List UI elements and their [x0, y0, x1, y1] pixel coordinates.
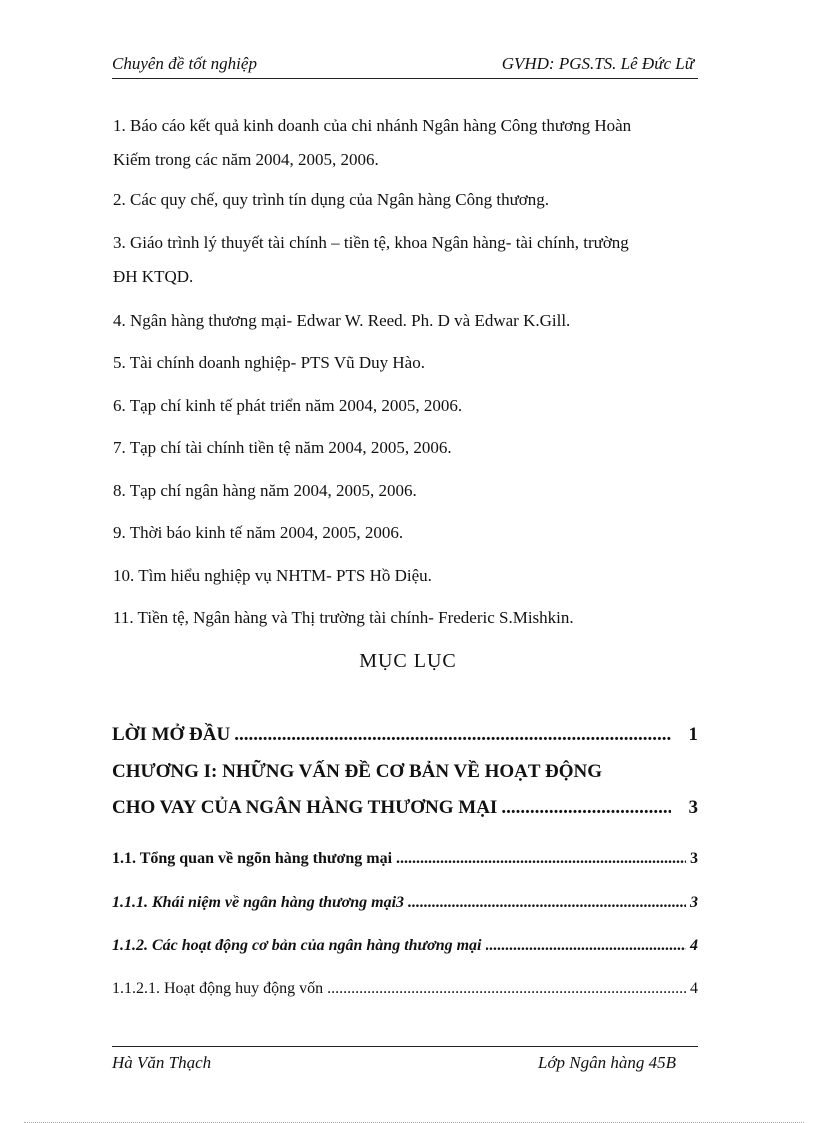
toc-entry-1-1-1[interactable] — [112, 894, 698, 912]
reference-item — [113, 516, 698, 550]
toc-entry-text: 1.1. Tổng quan về ngõn hàng thương mại — [112, 850, 393, 867]
page-footer — [112, 1046, 698, 1077]
toc-chapter-line-1: CHƯƠNG I: NHỮNG VẤN ĐỀ CƠ BẢN VỀ HOẠT ĐỘNG — [112, 761, 602, 782]
toc-leader-dots — [327, 980, 686, 998]
toc-page-number: 1 — [688, 724, 698, 745]
reference-item — [113, 559, 698, 593]
reference-item — [113, 226, 698, 294]
toc-chapter-line-2: CHO VAY CỦA NGÂN HÀNG THƯƠNG MẠI — [112, 797, 498, 818]
reference-item — [113, 474, 698, 508]
footer-right-text: Lớp Ngân hàng 45B — [537, 1053, 676, 1072]
reference-text: 2. Các quy chế, quy trình tín dụng của Ngân hàng Công thương. — [113, 190, 550, 209]
reference-item — [113, 109, 698, 177]
header-right-text: GVHD: PGS.TS. Lê Đức Lữ — [501, 54, 694, 73]
reference-text: 9. Thời báo kinh tế năm 2004, 2005, 2006. — [113, 523, 404, 542]
toc-title: MỤC LỤC — [359, 650, 457, 672]
reference-text: 10. Tìm hiểu nghiệp vụ NHTM- PTS Hồ Diệu. — [113, 566, 432, 585]
page-header — [112, 52, 698, 79]
toc-entry-1-1[interactable] — [112, 850, 698, 868]
toc-leader-dots — [408, 894, 686, 912]
toc-entry-intro[interactable] — [112, 724, 698, 746]
reference-item — [113, 304, 698, 338]
toc-leader-dots — [234, 724, 670, 746]
toc-page-number: 3 — [688, 797, 698, 818]
footer-left-text: Hà Văn Thạch — [112, 1053, 212, 1072]
reference-text: 1. Báo cáo kết quả kinh doanh của chi nhánh Ngân hàng Công thương Hoàn — [113, 116, 632, 135]
reference-item — [113, 183, 698, 217]
toc-leader-dots — [501, 797, 670, 819]
reference-text: 4. Ngân hàng thương mại- Edwar W. Reed. Ph. D và Edwar K.Gill. — [113, 311, 571, 330]
toc-leader-dots — [396, 850, 686, 868]
reference-text: 11. Tiền tệ, Ngân hàng và Thị trường tài chính- Frederic S.Mishkin. — [113, 608, 574, 627]
toc-entry-text: 1.1.1. Khái niệm về ngân hàng thương mại3 — [112, 894, 405, 911]
toc-page-number: 3 — [690, 850, 698, 867]
reference-item — [113, 346, 698, 380]
reference-text-cont: ĐH KTQD. — [113, 267, 194, 286]
toc-leader-dots — [486, 937, 687, 955]
toc-entry-text: LỜI MỞ ĐẦU — [112, 724, 231, 745]
reference-text: 6. Tạp chí kinh tế phát triển năm 2004, 2005, 2006. — [113, 396, 463, 415]
toc-entry-1-1-2[interactable] — [112, 937, 698, 955]
toc-entry-chapter-1[interactable] — [112, 761, 698, 819]
reference-text: 8. Tạp chí ngân hàng năm 2004, 2005, 2006. — [113, 481, 417, 500]
toc-page-number: 3 — [690, 894, 698, 911]
toc-entry-text: 1.1.2. Các hoạt động cơ bản của ngân hàng thương mại — [112, 937, 482, 954]
header-left-text: Chuyên đề tốt nghiệp — [112, 54, 257, 73]
reference-text: 7. Tạp chí tài chính tiền tệ năm 2004, 2005, 2006. — [113, 438, 452, 457]
reference-item — [113, 431, 698, 465]
reference-text-cont: Kiếm trong các năm 2004, 2005, 2006. — [113, 150, 379, 169]
toc-entry-1-1-2-1[interactable] — [112, 980, 698, 998]
toc-page-number: 4 — [690, 980, 698, 997]
reference-text: 3. Giáo trình lý thuyết tài chính – tiền tệ, khoa Ngân hàng- tài chính, trường — [113, 233, 629, 252]
reference-item — [113, 389, 698, 423]
reference-text: 5. Tài chính doanh nghiệp- PTS Vũ Duy Hào. — [113, 353, 425, 372]
reference-item — [113, 601, 698, 635]
toc-entry-text: 1.1.2.1. Hoạt động huy động vốn — [112, 980, 324, 997]
toc-page-number: 4 — [690, 937, 698, 954]
